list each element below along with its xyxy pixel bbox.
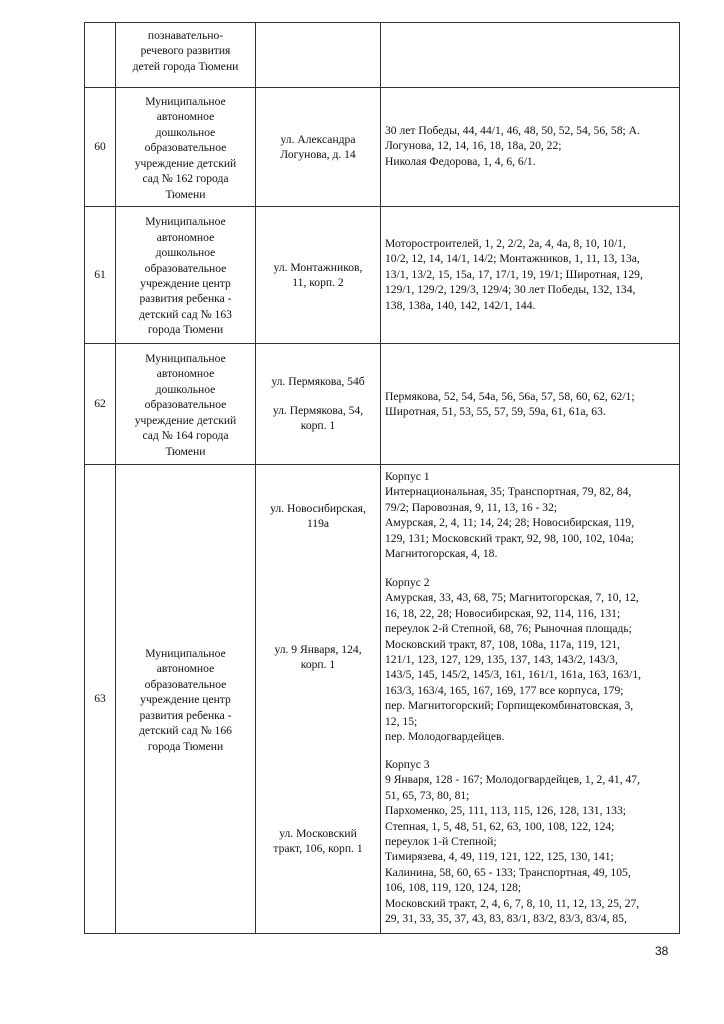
row-number: 63 xyxy=(85,465,116,934)
corpus-title: Корпус 3 xyxy=(385,758,430,771)
institution-name: Муниципальное автономное образовательное учреждение центр развития ребенка - детский сад № 166 города Тюмени xyxy=(116,465,256,934)
assigned-streets: Моторостроителей, 1, 2, 2/2, 2а, 4, 4а, 8, 10, 10/1, 10/2, 12, 14, 14/1, 14/2; Монтажников, 1, 11, 13, 13а, 13/1, 13/2, 15, 15а, 17, 17/1, 19, 19/1; Широтная, 129, 129/1, 129/2, 129/3, 129/4; 30 лет Победы, 132, 134, 138, 138а, 140, 142, 142/1, 144. xyxy=(381,207,680,344)
institution-name: Муниципальное автономное дошкольное образовательное учреждение центр развития ребенка - детский сад № 163 города Тюмени xyxy=(116,207,256,344)
institution-address: ул. Монтажников, 11, корп. 2 xyxy=(256,207,381,344)
corpus-1-address: ул. Новосибирская, 119а xyxy=(270,502,366,531)
row-number: 61 xyxy=(85,207,116,344)
corpus-2-address: ул. 9 Января, 124, корп. 1 xyxy=(274,643,362,672)
corpus-1-streets: Корпус 1 Интернациональная, 35; Транспортная, 79, 82, 84, 79/2; Паровозная, 9, 11, 13, 16 - 32; Амурская, 2, 4, 11; 14, 24; 28; Новосибирская, 119, 129, 131; Московский тракт, 92, 98, 100, 102, 104а; Магнитогорская, 4, 18. xyxy=(385,469,677,561)
row-number: 60 xyxy=(85,88,116,207)
table-row xyxy=(85,88,680,207)
institution-address: ул. Пермякова, 54б ул. Пермякова, 54, корп. 1 xyxy=(256,344,381,465)
table-row xyxy=(85,344,680,465)
assigned-streets: Пермякова, 52, 54, 54а, 56, 56а, 57, 58, 60, 62, 62/1; Широтная, 51, 53, 55, 57, 59, 59а, 61, 61а, 63. xyxy=(381,344,680,465)
table-row xyxy=(85,465,680,934)
corpus-title: Корпус 2 xyxy=(385,576,430,589)
assigned-streets xyxy=(381,23,680,88)
institution-name: Муниципальное автономное дошкольное образовательное учреждение детский сад № 162 города Тюмени xyxy=(116,88,256,207)
assigned-streets xyxy=(381,465,680,934)
row-number: 62 xyxy=(85,344,116,465)
institution-name: познавательно- речевого развития детей города Тюмени xyxy=(116,23,256,88)
corpus-title: Корпус 1 xyxy=(385,470,430,483)
table-row xyxy=(85,207,680,344)
page-number: 38 xyxy=(655,944,669,958)
institution-address xyxy=(256,23,381,88)
assigned-streets: 30 лет Победы, 44, 44/1, 46, 48, 50, 52, 54, 56, 58; А. Логунова, 12, 14, 16, 18, 18а, 20, 22; Николая Федорова, 1, 4, 6, 6/1. xyxy=(381,88,680,207)
institution-address: ул. Александра Логунова, д. 14 xyxy=(256,88,381,207)
institution-address xyxy=(256,465,381,934)
institution-name: Муниципальное автономное дошкольное образовательное учреждение детский сад № 164 города Тюмени xyxy=(116,344,256,465)
corpus-3-address: ул. Московский тракт, 106, корп. 1 xyxy=(273,827,363,856)
table-row xyxy=(85,23,680,88)
row-number xyxy=(85,23,116,88)
corpus-3-streets: Корпус 3 9 Января, 128 - 167; Молодогвардейцев, 1, 2, 41, 47, 51, 65, 73, 80, 81; Пархоменко, 25, 111, 113, 115, 126, 128, 131, 133; Степная, 1, 5, 48, 51, 62, 63, 100, 108, 122, 124; переулок 1-й Степной; Тимирязева, 4, 49, 119, 121, 122, 125, 130, 141; Калинина, 58, 60, 65 - 133; Транспортная, 49, 105, 106, 108, 119, 120, 124, 128; Московский тракт, 2, 4, 6, 7, 8, 10, 11, 12, 13, 25, 27, 29, 31, 33, 35, 37, 43, 83, 83/1, 83/2, 83/3, 83/4, 85, xyxy=(385,757,677,926)
address-table xyxy=(84,22,680,934)
corpus-2-streets: Корпус 2 Амурская, 33, 43, 68, 75; Магнитогорская, 7, 10, 12, 16, 18, 22, 28; Новосибирская, 92, 114, 116, 131; переулок 2-й Степной, 68, 76; Рыночная площадь; Московский тракт, 87, 108, 108а, 117а, 119, 121, 121/1, 123, 127, 129, 135, 137, 143, 143/2, 143/3, 143/5, 145, 145/2, 145/3, 161, 161/1, 161а, 163, 163/1, 163/3, 163/4, 165, 167, 169, 177 все корпуса, 179; пер. Магнитогорский; Горпищекомбинатовская, 3, 12, 15; пер. Молодогвардейцев. xyxy=(385,575,677,744)
